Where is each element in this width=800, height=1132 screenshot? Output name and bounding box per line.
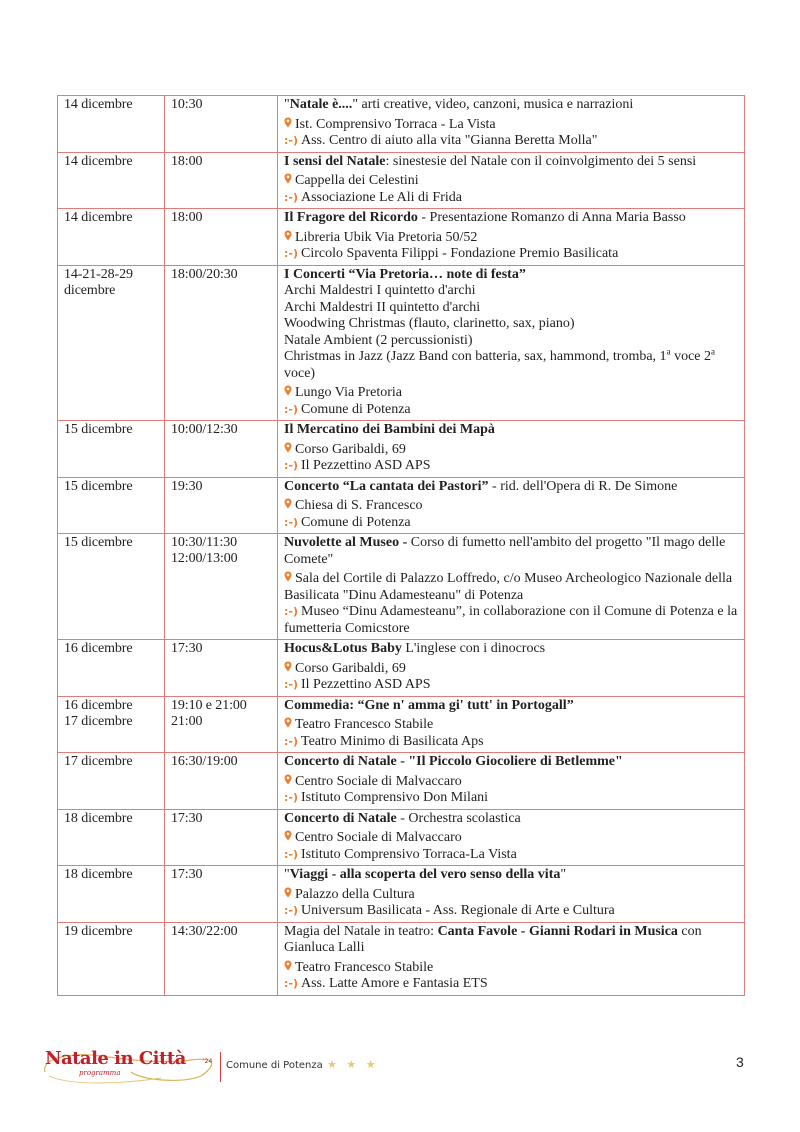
- map-pin-icon: [284, 498, 292, 515]
- event-organizer-text: Comune di Potenza: [301, 514, 411, 530]
- event-time: 12:00/13:00: [171, 551, 238, 566]
- event-time: 10:00/12:30: [171, 422, 238, 437]
- event-title: [284, 97, 738, 114]
- event-row: [58, 421, 745, 478]
- smiley-organizer-icon: :-): [284, 247, 298, 260]
- event-organizer-text: Il Pezzettino ASD APS: [301, 677, 431, 692]
- event-time: 17:30: [171, 867, 203, 882]
- event-title-text: " arti creative, video, canzoni, musica e narrazioni: [352, 97, 634, 112]
- smiley-organizer-icon: :-): [284, 734, 298, 748]
- event-time: 19:10 e 21:00: [171, 697, 247, 713]
- events-table: [57, 95, 745, 996]
- event-location: [284, 385, 738, 402]
- event-location-text: Centro Sociale di Malvaccaro: [295, 773, 462, 789]
- event-title-text: Magia del Natale in teatro:: [284, 923, 438, 939]
- event-location-text: Lungo Via Pretoria: [295, 385, 402, 400]
- event-date-cell: [58, 640, 165, 697]
- event-title-bold: I sensi del Natale: [284, 153, 386, 169]
- event-time: 18:00/20:30: [171, 266, 238, 282]
- event-title-bold: Concerto “La cantata dei Pastori”: [284, 478, 489, 494]
- event-date-cell: [58, 152, 165, 209]
- logo-subtitle: programma: [79, 1069, 121, 1077]
- event-location: [284, 717, 738, 734]
- event-time-cell: [165, 209, 278, 266]
- event-time-cell: [165, 265, 278, 421]
- event-row: [58, 809, 745, 866]
- event-title: [284, 641, 738, 658]
- map-pin-icon: [284, 830, 292, 847]
- event-date: 15 dicembre: [64, 535, 133, 550]
- event-organizer: [284, 847, 738, 864]
- event-date: 16 dicembre: [64, 697, 133, 713]
- event-title-bold: I Concerti “Via Pretoria… note di festa”: [284, 266, 526, 282]
- event-title: [284, 479, 738, 496]
- event-date-cell: [58, 421, 165, 478]
- event-time-cell: [165, 477, 278, 534]
- event-program-line: Christmas in Jazz (Jazz Band con batteria, sax, hammond, tromba, 1$^a$ voce 2$^a$ voce): [284, 346, 715, 381]
- event-title: [284, 154, 738, 171]
- event-location-text: Centro Sociale di Malvaccaro: [295, 830, 462, 845]
- event-description-cell: [278, 696, 745, 753]
- event-location-text: Palazzo della Cultura: [295, 886, 415, 902]
- event-title-text: - Orchestra scolastica: [396, 810, 521, 826]
- event-date-cell: [58, 866, 165, 923]
- event-location-text: Teatro Francesco Stabile: [295, 959, 434, 975]
- event-time: 21:00: [171, 713, 203, 729]
- event-description-cell: [278, 753, 745, 810]
- map-pin-icon: [284, 717, 292, 734]
- event-date-cell: [58, 696, 165, 753]
- event-organizer-text: Teatro Minimo di Basilicata Aps: [301, 733, 484, 749]
- event-organizer: [284, 402, 738, 419]
- event-location-text: Chiesa di S. Francesco: [295, 498, 423, 513]
- event-organizer: [284, 458, 738, 475]
- events-table-body: [58, 96, 745, 996]
- event-organizer-text: Museo “Dinu Adamesteanu”, in collaborazione con il Comune di Potenza e la fumetteria Comicstore: [284, 604, 738, 636]
- event-title: [284, 698, 738, 715]
- event-organizer: [284, 734, 738, 751]
- map-pin-icon: [284, 774, 292, 791]
- event-organizer: [284, 246, 738, 263]
- event-row: [58, 753, 745, 810]
- event-title-bold: Concerto di Natale - "Il Piccolo Giocoliere di Betlemme": [284, 754, 623, 769]
- event-time: 14:30/22:00: [171, 923, 238, 939]
- event-organizer-text: Il Pezzettino ASD APS: [301, 458, 431, 473]
- natale-in-citta-logo: [45, 1048, 215, 1088]
- event-date: 15 dicembre: [64, 422, 133, 437]
- event-location-text: Corso Garibaldi, 69: [295, 660, 406, 676]
- event-location: [284, 661, 738, 678]
- event-location: [284, 498, 738, 515]
- event-time: 10:30/11:30: [171, 535, 238, 550]
- event-date-cell: [58, 96, 165, 153]
- event-description-cell: [278, 866, 745, 923]
- event-organizer-text: Comune di Potenza: [301, 401, 411, 417]
- event-title: [284, 267, 738, 284]
- event-title: [284, 535, 738, 568]
- event-title: [284, 210, 738, 227]
- event-row: [58, 96, 745, 153]
- event-date: 16 dicembre: [64, 641, 133, 656]
- event-date: 14-21-28-29 dicembre: [64, 266, 133, 298]
- event-organizer: [284, 790, 738, 807]
- event-date: 14 dicembre: [64, 97, 133, 112]
- event-time-cell: [165, 152, 278, 209]
- map-pin-icon: [284, 960, 292, 977]
- event-location: [284, 960, 738, 977]
- event-description-cell: [278, 152, 745, 209]
- event-time: 10:30: [171, 97, 203, 112]
- smiley-organizer-icon: :-): [284, 515, 298, 529]
- event-location: [284, 230, 738, 247]
- event-description-cell: [278, 477, 745, 534]
- event-description-cell: [278, 640, 745, 697]
- event-time: 16:30/19:00: [171, 754, 238, 769]
- event-row: [58, 866, 745, 923]
- event-row: [58, 534, 745, 640]
- event-organizer-text: Circolo Spaventa Filippi - Fondazione Premio Basilicata: [301, 246, 619, 261]
- event-title-bold: Nuvolette al Museo -: [284, 535, 411, 550]
- event-organizer: [284, 903, 738, 920]
- event-date-cell: [58, 534, 165, 640]
- event-time-cell: [165, 922, 278, 995]
- event-organizer: [284, 515, 738, 532]
- event-title-text: ": [284, 97, 290, 112]
- event-time-cell: [165, 96, 278, 153]
- event-organizer: [284, 677, 738, 694]
- event-time: 18:00: [171, 210, 203, 225]
- map-pin-icon: [284, 385, 292, 402]
- event-date: 14 dicembre: [64, 210, 133, 225]
- map-pin-icon: [284, 442, 292, 459]
- page-number: 3: [736, 1054, 744, 1070]
- event-row: [58, 152, 745, 209]
- smiley-organizer-icon: :-): [284, 791, 298, 804]
- event-title-bold: Commedia: “Gne n' amma gi' tutt' in Portogall”: [284, 697, 574, 713]
- event-description-cell: [278, 922, 745, 995]
- smiley-organizer-icon: :-): [284, 605, 298, 618]
- event-time: 19:30: [171, 478, 203, 494]
- event-row: [58, 922, 745, 995]
- event-description-cell: [278, 265, 745, 421]
- event-row: [58, 265, 745, 421]
- event-row: [58, 209, 745, 266]
- event-description-cell: [278, 96, 745, 153]
- event-title-bold: Il Fragore del Ricordo: [284, 210, 418, 225]
- event-title-bold: Canta Favole - Gianni Rodari in Musica: [437, 923, 678, 939]
- event-date-cell: [58, 209, 165, 266]
- event-location: [284, 117, 738, 134]
- event-description-cell: [278, 209, 745, 266]
- event-time: 17:30: [171, 810, 203, 826]
- event-organizer-text: Universum Basilicata - Ass. Regionale di Arte e Cultura: [301, 903, 615, 918]
- event-title: [284, 924, 738, 957]
- smiley-organizer-icon: :-): [284, 977, 298, 990]
- event-organizer-text: Istituto Comprensivo Don Milani: [301, 790, 489, 805]
- map-pin-icon: [284, 230, 292, 247]
- event-row: [58, 477, 745, 534]
- footer-divider: [220, 1052, 221, 1082]
- event-title-text: - rid. dell'Opera di R. De Simone: [488, 478, 678, 494]
- page-footer: [0, 1040, 800, 1100]
- event-organizer: [284, 133, 738, 150]
- event-title-text: L'inglese con i dinocrocs: [401, 641, 546, 656]
- event-time-cell: [165, 753, 278, 810]
- event-organizer-text: Ass. Latte Amore e Fantasia ETS: [301, 976, 488, 991]
- smiley-organizer-icon: :-): [284, 904, 298, 917]
- event-date: 19 dicembre: [64, 923, 133, 939]
- event-title-bold: Concerto di Natale: [284, 810, 397, 826]
- event-organizer-text: Ass. Centro di aiuto alla vita "Gianna Beretta Molla": [301, 133, 598, 148]
- event-title-text: con Gianluca Lalli: [284, 923, 702, 955]
- smiley-organizer-icon: :-): [284, 190, 298, 204]
- event-date: 15 dicembre: [64, 478, 133, 494]
- event-organizer-text: Associazione Le Ali di Frida: [301, 189, 462, 205]
- event-title: [284, 422, 738, 439]
- event-location-text: Ist. Comprensivo Torraca - La Vista: [295, 116, 496, 132]
- event-title: [284, 867, 738, 884]
- event-organizer-text: Istituto Comprensivo Torraca-La Vista: [301, 846, 517, 862]
- event-title-bold: Il Mercatino dei Bambini dei Mapà: [284, 422, 495, 437]
- event-location: [284, 173, 738, 190]
- map-pin-icon: [284, 173, 292, 190]
- event-location: [284, 571, 738, 604]
- event-organizer: [284, 604, 738, 637]
- event-title-bold: Natale è....: [289, 97, 353, 112]
- event-location-text: Teatro Francesco Stabile: [295, 717, 434, 732]
- map-pin-icon: [284, 661, 292, 678]
- event-description-cell: [278, 421, 745, 478]
- event-time-cell: [165, 640, 278, 697]
- event-program-line: Natale Ambient (2 percussionisti): [284, 332, 473, 348]
- map-pin-icon: [284, 887, 292, 904]
- event-date: 17 dicembre: [64, 754, 133, 769]
- event-title-text: - Presentazione Romanzo di Anna Maria Basso: [417, 210, 686, 225]
- smiley-organizer-icon: :-): [284, 402, 298, 416]
- event-program-line: Woodwing Christmas (flauto, clarinetto, sax, piano): [284, 316, 575, 331]
- event-time-cell: [165, 866, 278, 923]
- smiley-organizer-icon: :-): [284, 678, 298, 691]
- event-time-cell: [165, 809, 278, 866]
- event-program-line: Archi Maldestri II quintetto d'archi: [284, 299, 481, 315]
- logo-title: Natale in Città: [45, 1048, 186, 1069]
- event-title: [284, 811, 738, 828]
- event-location-text: Libreria Ubik Via Pretoria 50/52: [295, 229, 478, 245]
- event-description-cell: [278, 809, 745, 866]
- event-date-cell: [58, 477, 165, 534]
- event-location-text: Sala del Cortile di Palazzo Loffredo, c/o Museo Archeologico Nazionale della Basilicata "Dinu Adamesteanu" di Potenza: [284, 571, 733, 603]
- event-title-text: ": [560, 867, 567, 882]
- event-date: 17 dicembre: [64, 713, 133, 729]
- event-organizer: [284, 976, 738, 993]
- map-pin-icon: [284, 571, 292, 588]
- event-title: [284, 754, 738, 771]
- event-location-text: Cappella dei Celestini: [295, 173, 419, 188]
- event-title-text: Corso di fumetto nell'ambito del progetto "Il mago delle Comete": [284, 535, 726, 567]
- event-time-cell: [165, 534, 278, 640]
- event-program-line: Archi Maldestri I quintetto d'archi: [284, 283, 476, 298]
- event-date: 18 dicembre: [64, 867, 133, 882]
- smiley-organizer-icon: :-): [284, 459, 298, 472]
- smiley-organizer-icon: :-): [284, 847, 298, 861]
- event-location-text: Corso Garibaldi, 69: [295, 441, 406, 457]
- event-title-text: : sinestesie del Natale con il coinvolgimento dei 5 sensi: [385, 153, 697, 169]
- event-time-cell: [165, 696, 278, 753]
- event-date-cell: [58, 753, 165, 810]
- event-row: [58, 696, 745, 753]
- stars-icon: ★ ★ ★: [327, 1058, 379, 1071]
- event-description-cell: [278, 534, 745, 640]
- smiley-organizer-icon: :-): [284, 134, 298, 147]
- event-date: 14 dicembre: [64, 153, 133, 169]
- event-title-bold: Viaggi - alla scoperta del vero senso della vita: [289, 867, 561, 882]
- event-date: 18 dicembre: [64, 810, 133, 826]
- event-date-cell: [58, 922, 165, 995]
- event-date-cell: [58, 265, 165, 421]
- event-location: [284, 830, 738, 847]
- map-pin-icon: [284, 117, 292, 134]
- comune-label: Comune di Potenza: [226, 1060, 323, 1071]
- event-time-cell: [165, 421, 278, 478]
- event-date-cell: [58, 809, 165, 866]
- event-location: [284, 442, 738, 459]
- event-time: 17:30: [171, 641, 203, 656]
- event-row: [58, 640, 745, 697]
- event-location: [284, 887, 738, 904]
- event-location: [284, 774, 738, 791]
- event-title-text: ": [284, 867, 290, 882]
- event-time: 18:00: [171, 153, 203, 169]
- event-organizer: [284, 190, 738, 207]
- logo-year: '24: [203, 1058, 213, 1065]
- event-title-bold: Hocus&Lotus Baby: [284, 641, 402, 656]
